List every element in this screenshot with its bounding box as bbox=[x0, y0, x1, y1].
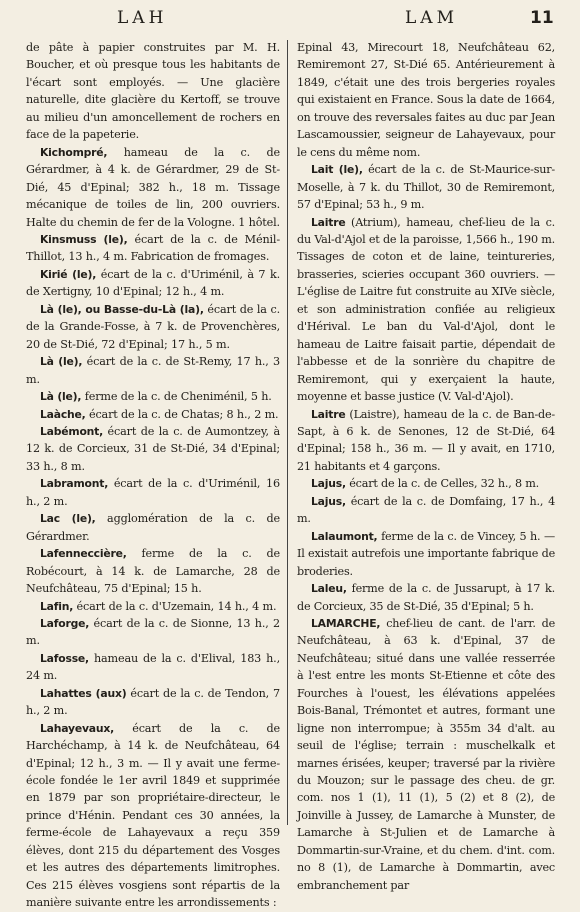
entry-headword: Kirié (le), bbox=[40, 267, 97, 281]
entry-headword: Laitre bbox=[311, 215, 346, 229]
gazetteer-entry bbox=[26, 388, 280, 405]
left-running-title: LAH bbox=[117, 8, 168, 28]
entry-headword: Laleu, bbox=[311, 582, 347, 596]
gazetteer-entry bbox=[26, 353, 280, 388]
entry-text: écart de la c. de Ménil-Thillot, 13 h., 4 m. Fabrication de fromages. bbox=[26, 232, 280, 264]
entry-text: écart de la c. d'Uriménil, 16 h., 2 m. bbox=[26, 477, 280, 508]
entry-text: hameau de la c. d'Elival, 183 h., 24 m. bbox=[26, 651, 280, 683]
right-column-text bbox=[297, 39, 555, 894]
entry-headword: Lafosse, bbox=[40, 651, 89, 665]
entry-headword: LAMARCHE, bbox=[311, 616, 381, 630]
right-continuation-text: Epinal 43, Mirecourt 18, Neufchâteau 62, Remiremont 27, St-Dié 65. Antérieurement à 1849, c'était une des trois bergeries royales qui existaient en France. Sous la date de 1664, on trouve des reversales faites au duc par Jean Lascamoussier, seigneur de Lahayevaux, pour le cens du même nom. bbox=[297, 41, 555, 159]
entry-text: écart de la c. d'Uzemain, 14 h., 4 m. bbox=[73, 599, 277, 613]
gazetteer-entry bbox=[26, 650, 280, 685]
gazetteer-entry bbox=[297, 406, 555, 476]
gazetteer-entry bbox=[26, 510, 280, 545]
running-header bbox=[0, 6, 580, 32]
entry-text: hameau de la c. de Gérardmer, à 4 k. de Gérardmer, 29 de St-Dié, 45 d'Epinal; 382 h., 18 m. Tissage mécanique de toiles de lin, 200 ouvriers. Halte du chemin de fer de la Vologne. 1 hôtel. bbox=[26, 145, 280, 229]
entry-text: écart de la c. de Chatas; 8 h., 2 m. bbox=[85, 407, 279, 421]
column-divider bbox=[287, 40, 288, 825]
left-column-text bbox=[26, 39, 280, 912]
entry-text: écart de la c. de St-Remy, 17 h., 3 m. bbox=[26, 355, 280, 386]
entry-headword: Kichompré, bbox=[40, 145, 108, 159]
entry-headword: Lait (le), bbox=[311, 163, 363, 177]
entry-text: écart de la c. de Tendon, 7 h., 2 m. bbox=[26, 686, 280, 718]
gazetteer-entry bbox=[26, 615, 280, 650]
entry-text: écart de la c. de St-Maurice-sur-Moselle, à 7 k. du Thillot, 30 de Remiremont, 57 d'Epinal; 53 h., 9 m. bbox=[297, 163, 556, 212]
entry-text: écart de la c. de Aumontzey, à 12 k. de Corcieux, 31 de St-Dié, 34 d'Epinal; 33 h., 8 m. bbox=[26, 424, 280, 473]
gazetteer-entry bbox=[297, 214, 555, 406]
entry-headword: Là (le), bbox=[40, 355, 83, 369]
entry-text: ferme de la c. de Vincey, 5 h. — Il existait autrefois une importante fabrique de broderies. bbox=[297, 529, 555, 578]
entry-headword: Là (le), ou Basse-du-Là (la), bbox=[40, 302, 204, 316]
gazetteer-entry bbox=[297, 528, 555, 580]
gazetteer-entry bbox=[26, 266, 280, 301]
entry-headword: Lajus, bbox=[311, 494, 346, 508]
entry-headword: Là (le), bbox=[40, 390, 82, 404]
gazetteer-entry bbox=[26, 545, 280, 597]
gazetteer-entry bbox=[26, 231, 280, 266]
right-running-title: LAM bbox=[405, 8, 458, 28]
left-column bbox=[26, 39, 281, 910]
entry-headword: Lalaumont, bbox=[311, 529, 378, 543]
entry-headword: Lafin, bbox=[40, 599, 74, 613]
entry-headword: Kinsmuss (le), bbox=[40, 232, 128, 246]
entry-text: chef-lieu de cant. de l'arr. de Neufchâteau, à 63 k. d'Epinal, 37 de Neufchâteau; situé dans une vallée resserrée à l'est entre les monts St-Etienne et côte des Fourches à l'ouest, les élévations appelées Bois-Banal, Trémontet et autres, formant une ligne non interrompue; à 355m 34 d'alt. au seuil de l'église; terrain : muschelkalk et marnes érisées, keuper; traversé par la rivière du Mouzon; sur le passage des cheu. de gr. com. nos 1 (1), 11 (1), 5 (2) et 8 (2), de Joinville à Jussey, de Lamarche à Munster, de Lamarche à St-Julien et de Lamarche à Dommartin-sur-Vraine, et du chem. d'int. com. no 8 (1), de Lamarche à Dommartin, avec embranchement par bbox=[297, 616, 555, 892]
entry-text: écart de la c. d'Uriménil, à 7 k. de Xertigny, 10 d'Epinal; 12 h., 4 m. bbox=[26, 267, 281, 299]
left-continuation-text: de pâte à papier construites par M. H. Boucher, et où presque tous les habitants de l'écart sont employés. — Une glacière naturelle, dite glacière du Kertoff, se trouve au milieu d'un amoncellement de rochers en face de la papeterie. bbox=[26, 41, 280, 142]
gazetteer-entry bbox=[26, 406, 280, 423]
entry-headword: Labémont, bbox=[40, 424, 104, 438]
entry-headword: Lahattes (aux) bbox=[40, 686, 127, 700]
entry-text: ferme de la c. de Robécourt, à 14 k. de Lamarche, 28 de Neufchâteau, 75 d'Epinal; 15 h. bbox=[26, 547, 280, 596]
entry-text: écart de la c. de la Grande-Fosse, à 7 k. de Provenchères, 20 de St-Dié, 72 d'Epinal; 17 h., 5 m. bbox=[26, 302, 280, 351]
gazetteer-entry bbox=[26, 475, 280, 510]
gazetteer-entry bbox=[26, 301, 280, 353]
entry-text: écart de la c. de Harchéchamp, à 14 k. de Neufchâteau, 64 d'Epinal; 12 h., 3 m. — Il y avait une ferme-école fondée le 1er avril 1849 et supprimée en 1879 par son propriétaire-directeur, le prince d'Hénin. Pendant ces 30 années, la ferme-école de Lahayevaux a reçu 359 élèves, dont 215 du département des Vosges et les autres des départements limitrophes. Ces 215 élèves vosgiens sont répartis de la manière suivante entre les arrondissements : bbox=[26, 721, 280, 910]
gazetteer-entry bbox=[26, 720, 280, 912]
entry-headword: Lafenneccière, bbox=[40, 547, 127, 561]
gazetteer-entry bbox=[297, 475, 555, 492]
entry-headword: Laàche, bbox=[40, 407, 86, 421]
gazetteer-entry bbox=[297, 615, 555, 894]
entry-text: (Atrium), hameau, chef-lieu de la c. du Val-d'Ajol et de la paroisse, 1,566 h., 190 m. Tissages de coton et de laine, teintureries, brasseries, scieries occupant 360 ouvriers. — L'église de Laitre fut construite au XIVe siècle, et son administration confiée au religieux d'Hérival. Le ban du Val-d'Ajol, dont le hameau de Laitre faisait partie, dépendait de l'abbesse et de la sonrière du chapitre de Remiremont, qui y exerçaient la haute, moyenne et basse justice (V. Val-d'Ajol). bbox=[297, 215, 555, 404]
gazetteer-entry bbox=[26, 685, 280, 720]
gazetteer-entry bbox=[297, 161, 555, 213]
entry-headword: Lajus, bbox=[311, 477, 346, 491]
gazetteer-entry bbox=[297, 580, 555, 615]
gazetteer-entry bbox=[297, 493, 555, 528]
entry-text: écart de la c. de Domfaing, 17 h., 4 m. bbox=[297, 494, 555, 526]
entry-text: agglomération de la c. de Gérardmer. bbox=[26, 512, 280, 543]
entry-text: écart de la c. de Celles, 32 h., 8 m. bbox=[345, 477, 539, 491]
entry-text: ferme de la c. de Cheniménil, 5 h. bbox=[81, 390, 272, 404]
right-column bbox=[297, 39, 556, 892]
entry-headword: Laforge, bbox=[40, 616, 90, 630]
entry-headword: Lac (le), bbox=[40, 512, 96, 526]
entry-headword: Labramont, bbox=[40, 477, 109, 491]
entry-text: (Laistre), hameau de la c. de Ban-de-Sapt, à 6 k. de Senones, 12 de St-Dié, 64 d'Epinal; 158 h., 36 m. — Il y avait, en 1710, 21 habitants et 4 garçons. bbox=[297, 407, 555, 473]
entry-text: écart de la c. de Sionne, 13 h., 2 m. bbox=[26, 616, 280, 648]
entry-text: ferme de la c. de Jussarupt, à 17 k. de Corcieux, 35 de St-Dié, 35 d'Epinal; 5 h. bbox=[297, 582, 555, 613]
entry-headword: Laitre bbox=[311, 407, 346, 421]
page-number: 11 bbox=[530, 8, 554, 28]
gazetteer-entry bbox=[26, 598, 280, 615]
gazetteer-entry bbox=[26, 144, 280, 231]
gazetteer-entry bbox=[26, 423, 280, 475]
entry-headword: Lahayevaux, bbox=[40, 721, 115, 735]
